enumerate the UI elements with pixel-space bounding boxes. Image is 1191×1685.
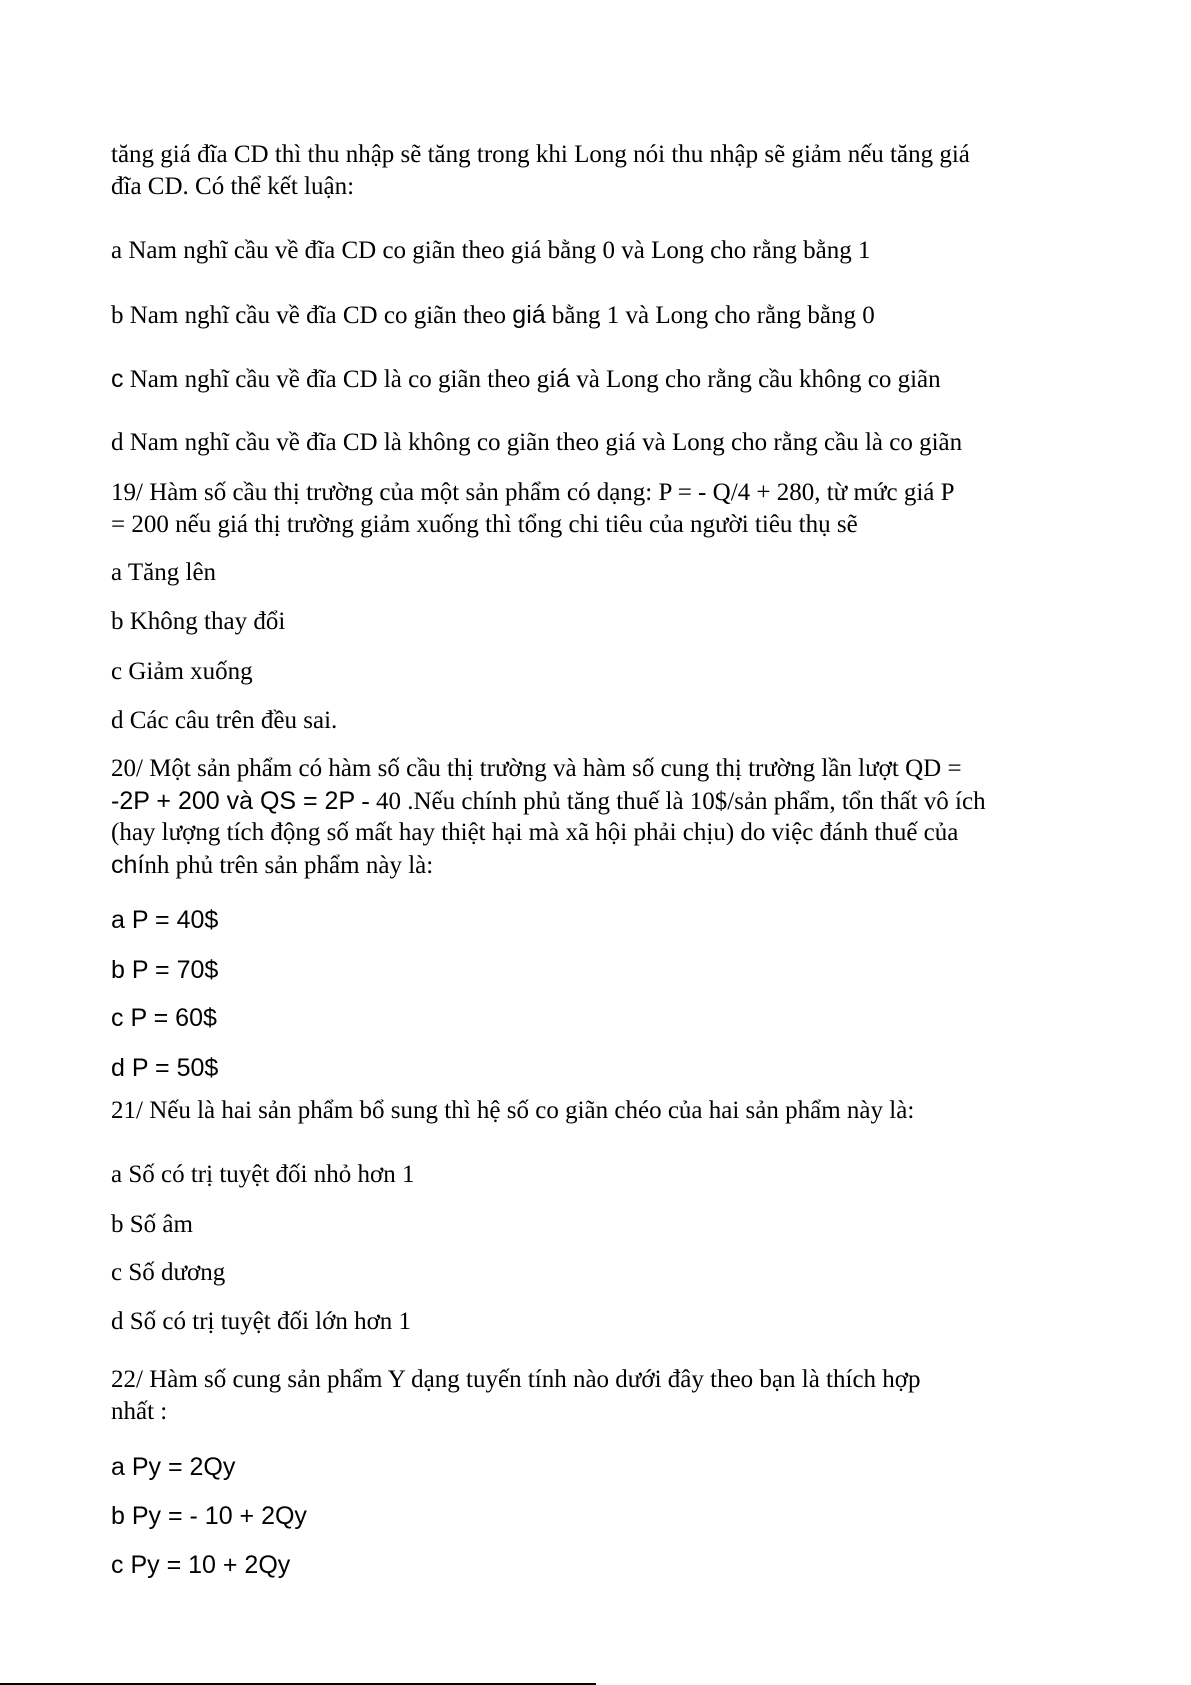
q21-question: 21/ Nếu là hai sản phẩm bổ sung thì hệ số co giãn chéo của hai sản phẩm này là: [111, 1097, 915, 1124]
q19-option-d: d Các câu trên đều sai. [111, 707, 338, 734]
q18-option-b-post: bằng 1 và Long cho rằng bằng 0 [545, 302, 875, 329]
q20-line-2 [111, 785, 986, 818]
q21-option-a: a Số có trị tuyệt đối nhỏ hơn 1 [111, 1161, 415, 1188]
q19-line-2: = 200 nếu giá thị trường giảm xuống thì tổng chi tiêu của người tiêu thụ sẽ [111, 511, 858, 538]
q18-option-b-pre: b Nam nghĩ cầu về đĩa CD co giãn theo [111, 302, 513, 329]
q20-option-b: b P = 70$ [111, 956, 219, 984]
q20-line-4 [111, 849, 433, 882]
q22-line-2: nhất : [111, 1398, 168, 1425]
q20-line-2-sans: -2P + 200 và QS = 2P [111, 787, 356, 815]
q20-line-3: (hay lượng tích động số mất hay thiệt hại mà xã hội phải chịu) do việc đánh thuế của [111, 819, 959, 846]
q20-line-2-serif: - 40 .Nếu chính phủ tăng thuế là 10$/sản phẩm, tổn thất vô ích [355, 788, 986, 815]
q22-option-c: c Py = 10 + 2Qy [111, 1551, 291, 1579]
q18-option-c-letter: c [111, 365, 124, 393]
q18-option-c [111, 363, 941, 396]
q19-option-b: b Không thay đổi [111, 608, 286, 635]
q19-option-c: c Giảm xuống [111, 658, 253, 685]
q20-option-a: a P = 40$ [111, 906, 219, 934]
q21-option-d: d Số có trị tuyệt đối lớn hơn 1 [111, 1308, 412, 1335]
q18-option-a: a Nam nghĩ cầu về đĩa CD co giãn theo giá bằng 0 và Long cho rằng bằng 1 [111, 237, 871, 264]
q18-option-b-sans: giá [512, 301, 546, 329]
q21-option-b: b Số âm [111, 1211, 193, 1238]
intro-line-2: đĩa CD. Có thể kết luận: [111, 173, 355, 200]
q20-line-4-serif: nh phủ trên sản phẩm này là: [144, 852, 434, 879]
q22-line-1: 22/ Hàm số cung sản phẩm Y dạng tuyến tính nào dưới đây theo bạn là thích hợp [111, 1366, 921, 1393]
q22-option-a: a Py = 2Qy [111, 1453, 236, 1481]
q20-line-4-sans: chí [111, 851, 145, 879]
q20-option-c: c P = 60$ [111, 1004, 217, 1032]
q21-option-c: c Số dương [111, 1259, 226, 1286]
q19-line-1: 19/ Hàm số cầu thị trường của một sản phẩm có dạng: P = - Q/4 + 280, từ mức giá P [111, 479, 955, 506]
q18-option-c-post: và Long cho rằng cầu không co giãn [569, 366, 941, 393]
intro-line-1: tăng giá đĩa CD thì thu nhập sẽ tăng trong khi Long nói thu nhập sẽ giảm nếu tăng giá [111, 141, 970, 168]
q18-option-c-sans: á [556, 365, 570, 393]
q18-option-d: d Nam nghĩ cầu về đĩa CD là không co giãn theo giá và Long cho rằng cầu là co giãn [111, 429, 963, 456]
q18-option-c-pre: Nam nghĩ cầu về đĩa CD là co giãn theo gi [123, 366, 557, 393]
q20-option-d: d P = 50$ [111, 1054, 219, 1082]
q19-option-a: a Tăng lên [111, 559, 217, 586]
q18-option-b [111, 299, 875, 332]
q20-line-1: 20/ Một sản phẩm có hàm số cầu thị trường và hàm số cung thị trường lần lượt QD = [111, 755, 962, 782]
q22-option-b: b Py = - 10 + 2Qy [111, 1502, 307, 1530]
